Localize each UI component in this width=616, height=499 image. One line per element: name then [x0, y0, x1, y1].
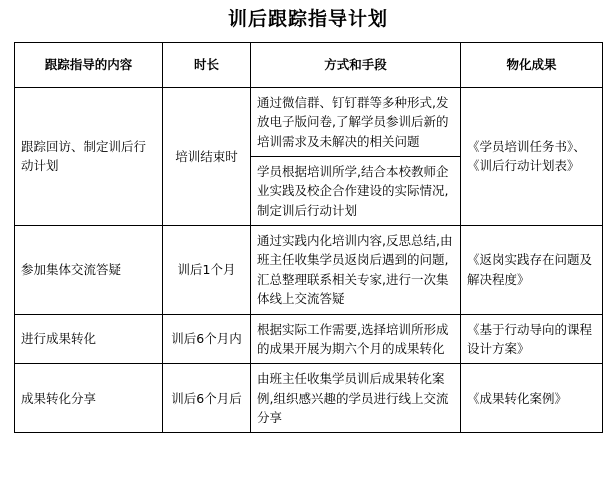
- cell-content: 进行成果转化: [15, 314, 163, 364]
- training-follow-up-plan-table: [14, 42, 603, 434]
- table-row: [15, 87, 603, 156]
- cell-method: 由班主任收集学员训后成果转化案例,组织感兴趣的学员进行线上交流分享: [251, 364, 461, 433]
- table-row: [15, 226, 603, 315]
- cell-content: 参加集体交流答疑: [15, 226, 163, 315]
- column-header-result: 物化成果: [461, 42, 603, 87]
- cell-duration: 训后6个月内: [163, 314, 251, 364]
- cell-duration: 培训结束时: [163, 87, 251, 225]
- cell-result: 《基于行动导向的课程设计方案》: [461, 314, 603, 364]
- cell-method: 通过微信群、钉钉群等多种形式,发放电子版问卷,了解学员参训后新的培训需求及未解决的相关问题: [251, 87, 461, 156]
- page-title: 训后跟踪指导计划: [227, 8, 388, 30]
- cell-content: 跟踪回访、制定训后行动计划: [15, 87, 163, 225]
- cell-result: 《返岗实践存在问题及解决程度》: [461, 226, 603, 315]
- cell-duration: 训后1个月: [163, 226, 251, 315]
- table-row: [15, 314, 603, 364]
- table-header-row: [15, 42, 603, 87]
- column-header-duration: 时长: [163, 42, 251, 87]
- cell-content: 成果转化分享: [15, 364, 163, 433]
- cell-result: 《成果转化案例》: [461, 364, 603, 433]
- table-row: [15, 364, 603, 433]
- cell-result: 《学员培训任务书》、《训后行动计划表》: [461, 87, 603, 225]
- cell-method: 根据实际工作需要,选择培训所形成的成果开展为期六个月的成果转化: [251, 314, 461, 364]
- cell-method: 通过实践内化培训内容,反思总结,由班主任收集学员返岗后遇到的问题,汇总整理联系相关专家,进行一次集体线上交流答疑: [251, 226, 461, 315]
- cell-duration: 训后6个月后: [163, 364, 251, 433]
- column-header-content: 跟踪指导的内容: [15, 42, 163, 87]
- cell-method: 学员根据培训所学,结合本校教师企业实践及校企合作建设的实际情况,制定训后行动计划: [251, 156, 461, 225]
- column-header-method: 方式和手段: [251, 42, 461, 87]
